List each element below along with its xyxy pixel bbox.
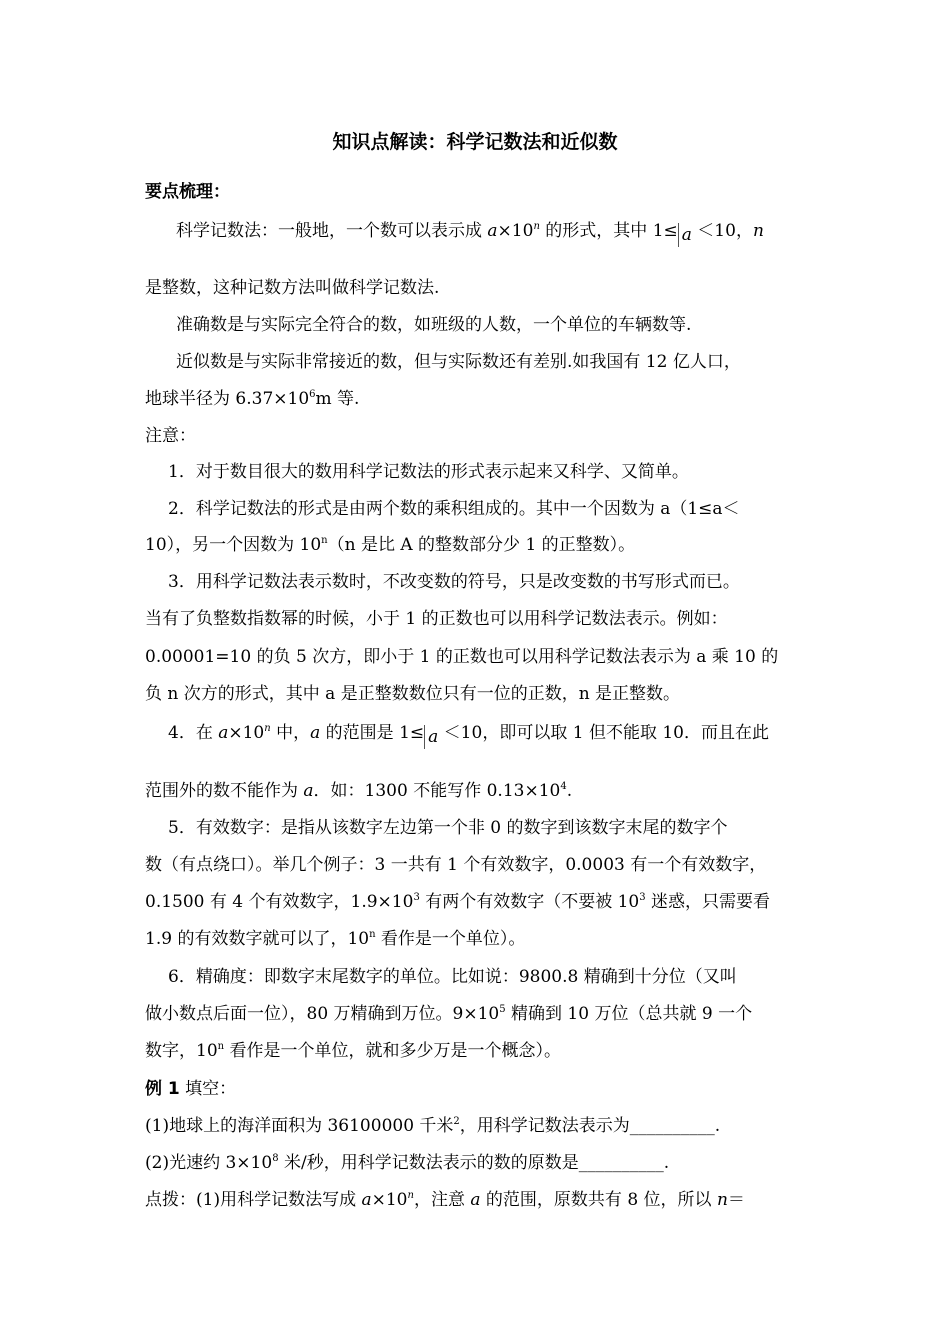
- example-question-2: (2)光速约 $3\times 10^8$ 米/秒，用科学记数法表示的数的原数是__________.: [145, 1153, 670, 1173]
- example-question-1: (1)地球上的海洋面积为 36100000 千米$^2$，用科学记数法表示为__________.: [145, 1116, 721, 1136]
- absolute-value-a: a: [678, 223, 692, 247]
- example-heading: 例 1 填空：: [145, 1079, 237, 1099]
- note-item-5: 5．有效数字：是指从该数字左边第一个非 0 的数字到该数字末尾的数字个: [168, 818, 728, 838]
- paragraph-line: 1.9 的有效数字就可以了，10$^n$ 看作是一个单位）。: [145, 929, 526, 949]
- absolute-value-a: a: [424, 725, 438, 749]
- paragraph-line: 10），另一个因数为 10$^n$（n 是比 A 的整数部分少 1 的正整数）。: [145, 535, 636, 555]
- paragraph-line: 当有了负整数指数幂的时候，小于 1 的正数也可以用科学记数法表示。例如：: [145, 609, 728, 629]
- note-item-4: 4．在 $a\times 10^n$ 中，a 的范围是 1≤ a ＜10，即可以取 1 但不能取 10．而且在此: [168, 723, 769, 747]
- note-item-3: 3．用科学记数法表示数时，不改变数的符号，只是改变数的书写形式而已。: [168, 572, 740, 592]
- hint-paragraph: 点拨：(1)用科学记数法写成 $a\times 10^n$，注意 a 的范围，原数共有 8 位，所以 n＝: [145, 1190, 745, 1210]
- approx-number-paragraph: 近似数是与实际非常接近的数，但与实际数还有差别.如我国有 12 亿人口，: [176, 352, 741, 372]
- note-item-2: 2．科学记数法的形式是由两个数的乘积组成的。其中一个因数为 a（1≤a＜: [168, 499, 740, 519]
- paragraph-line: 0.00001=10 的负 5 次方，即小于 1 的正数也可以用科学记数法表示为 a 乘 10 的: [145, 647, 779, 667]
- paragraph-line: 数（有点绕口）。举几个例子：3 一共有 1 个有效数字，0.0003 有一个有效数字，: [145, 855, 767, 875]
- paragraph-line: 范围外的数不能作为 a．如：1300 不能写作 $0.13\times 10^4$.: [145, 781, 573, 801]
- paragraph-line: 地球半径为 $6.37\times 10^6m$ 等.: [145, 389, 360, 409]
- exact-number-paragraph: 准确数是与实际完全符合的数，如班级的人数，一个单位的车辆数等.: [176, 315, 692, 335]
- note-item-1: 1．对于数目很大的数用科学记数法的形式表示起来又科学、又简单。: [168, 462, 689, 482]
- paragraph-line: 0.1500 有 4 个有效数字，$1.9\times 10^3$ 有两个有效数字（不要被 $10^3$ 迷惑，只需要看: [145, 892, 771, 912]
- paragraph-line: 负 n 次方的形式，其中 a 是正整数数位只有一位的正数，n 是正整数。: [145, 684, 681, 704]
- note-item-6: 6．精确度：即数字末尾数字的单位。比如说：9800.8 精确到十分位（又叫: [168, 967, 737, 987]
- paragraph-line: 数字，10$^n$ 看作是一个单位，就和多少万是一个概念）。: [145, 1041, 561, 1061]
- note-heading: 注意：: [145, 426, 196, 446]
- sci-notation-definition: 科学记数法：一般地，一个数可以表示成 $a\times 10^n$ 的形式，其中 1≤ a ＜10，n: [176, 221, 764, 245]
- section-heading: 要点梳理：: [145, 182, 230, 202]
- page-title: 知识点解读：科学记数法和近似数: [332, 131, 618, 153]
- paragraph-line: 是整数，这种记数方法叫做科学记数法.: [145, 278, 440, 298]
- paragraph-line: 做小数点后面一位），80 万精确到万位。$9\times 10^5$ 精确到 10 万位（总共就 9 一个: [145, 1004, 753, 1024]
